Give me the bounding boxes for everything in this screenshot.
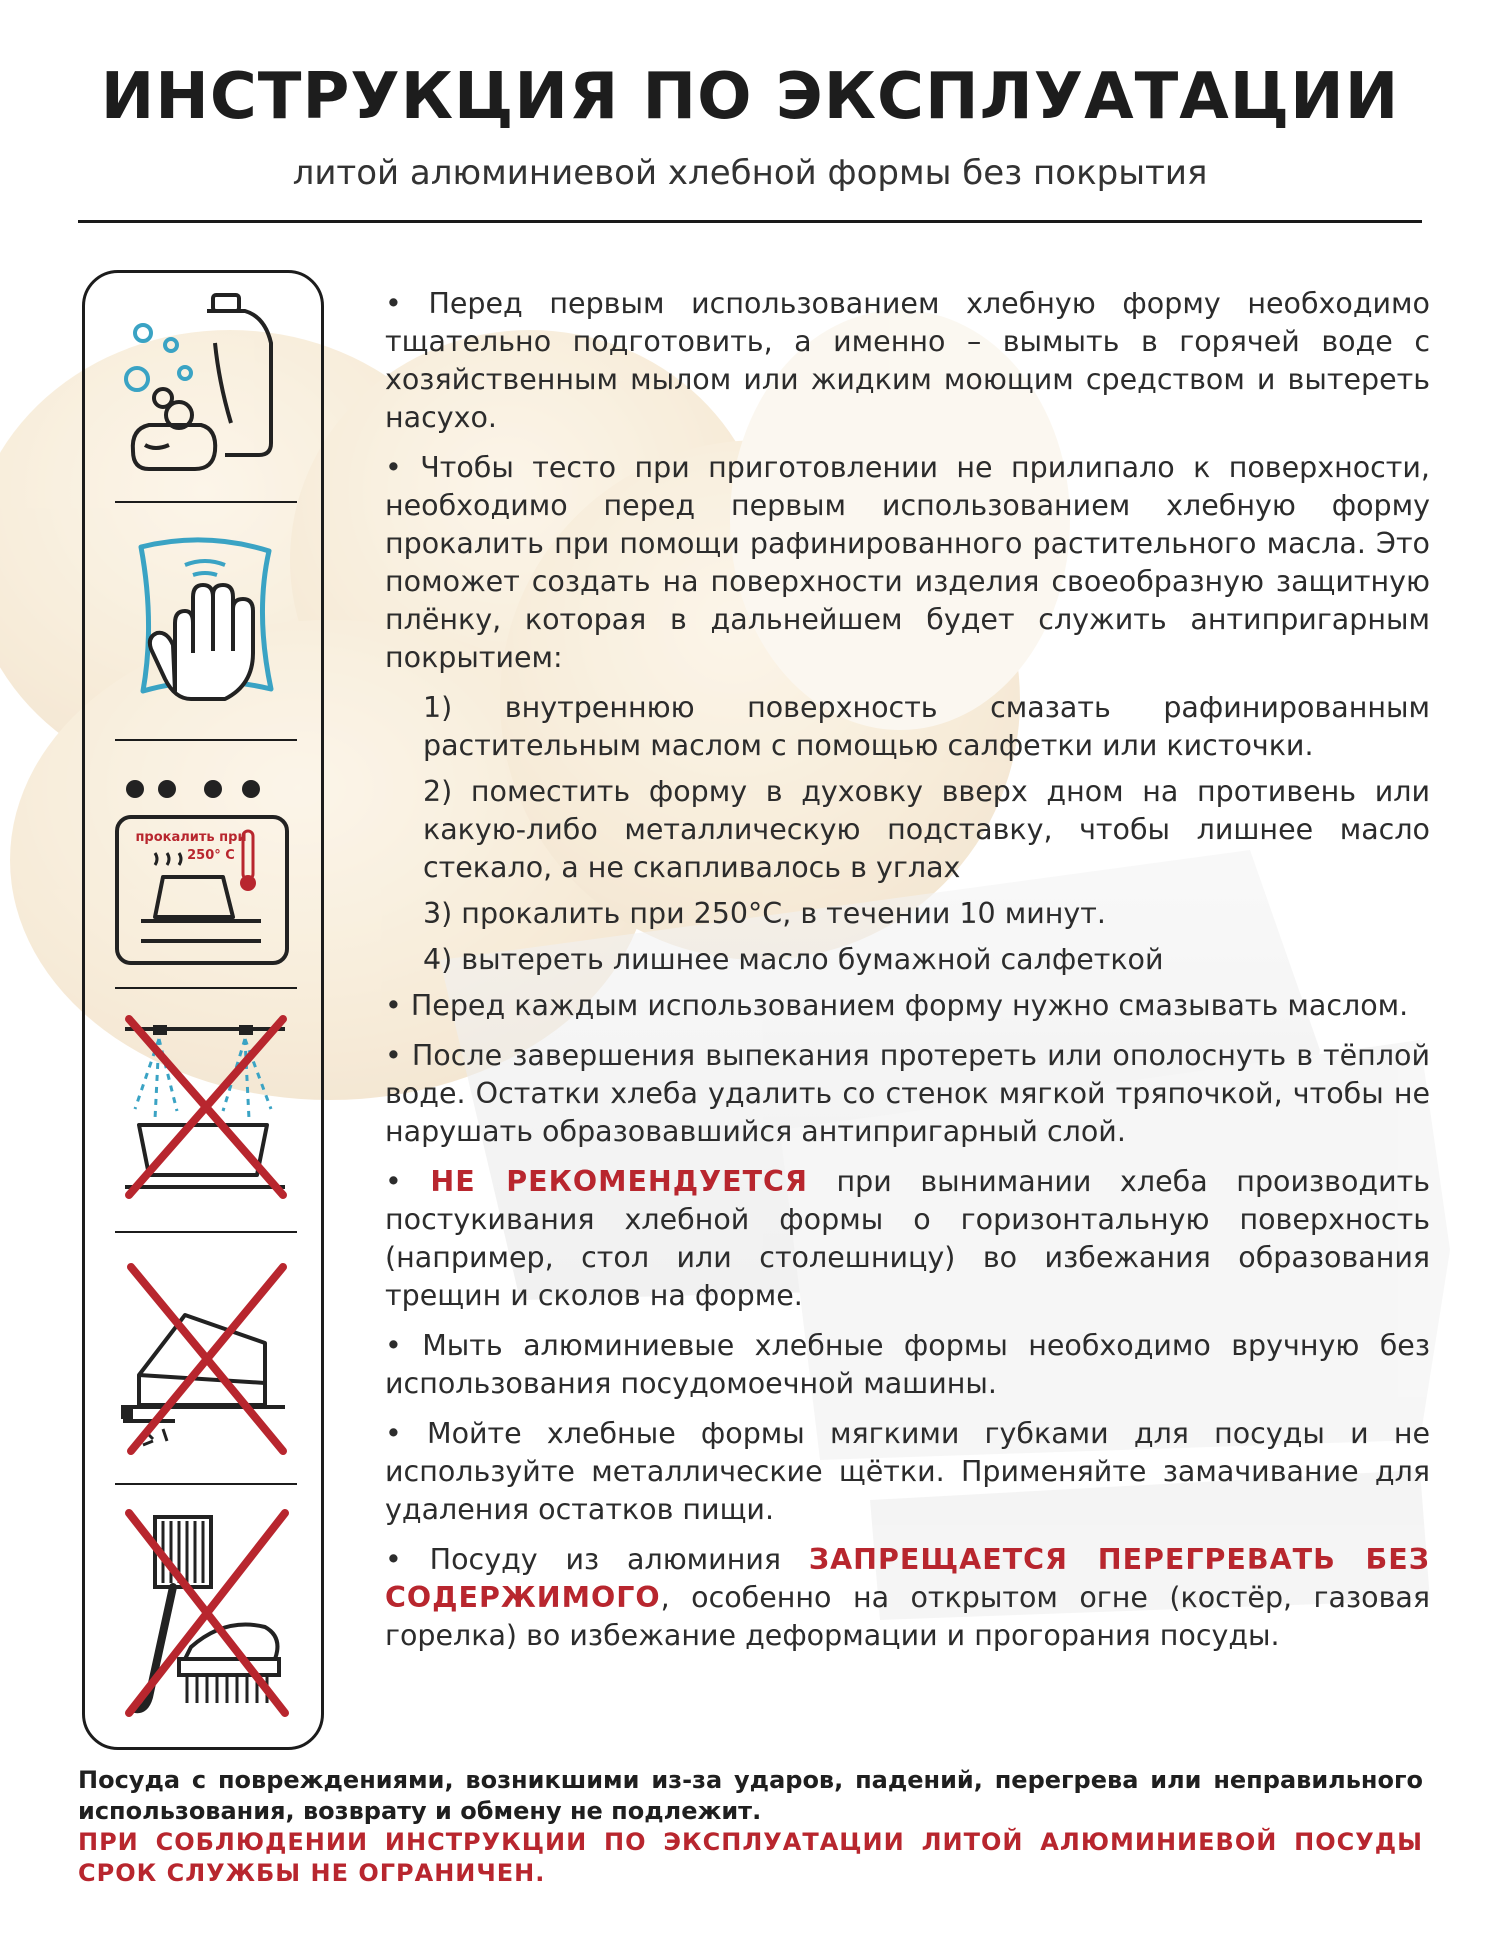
- instruction-step-2: 2) поместить форму в духовку вверх дном на противень или какую-либо металлическую подставку, чтобы лишнее масло стекало, а не скапливалось в углах: [423, 775, 1430, 884]
- instruction-first-use: • Перед первым использованием хлебную форму необходимо тщательно подготовить, а именно – вымыть в горячей воде с хозяйственным мылом или жидким моющим средством и вытереть насухо.: [385, 287, 1430, 434]
- detergent-sponge-icon: [115, 283, 297, 483]
- oven-label-line1: прокалить при: [135, 830, 247, 845]
- footer-guarantee: ПРИ СОБЛЮДЕНИИ ИНСТРУКЦИИ ПО ЭКСПЛУАТАЦИИ ЛИТОЙ АЛЮМИНИЕВОЙ ПОСУДЫ СРОК СЛУЖБЫ НЕ ОГРАНИЧЕН.: [78, 1828, 1423, 1887]
- no-knocking-icon: [115, 1245, 297, 1465]
- instruction-oil-burn: • Чтобы тесто при приготовлении не прилипало к поверхности, необходимо перед первым использованием хлебную форму прокалить при помощи рафинированного растительного масла. Это поможет создать на поверхности изделия своеобразную защитную плёнку, которая в дальнейшем будет служить антипригарным покрытием:: [385, 451, 1430, 674]
- oven-icon: [115, 751, 297, 971]
- icon-separator: [115, 1231, 297, 1233]
- no-spray-icon: [115, 999, 297, 1209]
- warning-not-recommended: НЕ РЕКОМЕНДУЕТСЯ: [430, 1165, 808, 1198]
- no-brush-icon: [115, 1497, 297, 1727]
- oven-label-line2: 250° С: [187, 848, 235, 863]
- page-title: ИНСТРУКЦИЯ ПО ЭКСПЛУАТАЦИИ: [100, 60, 1400, 134]
- icon-separator: [115, 501, 297, 503]
- instruction-no-overheat-text: , особенно на открытом огне (костёр, газовая горелка) во избежание деформации и прогорания посуды.: [385, 1581, 1430, 1652]
- instruction-after-baking: • После завершения выпекания протереть или ополоснуть в тёплой воде. Остатки хлеба удалить со стенок мягкой тряпочкой, чтобы не нарушать образовавшийся антипригарный слой.: [385, 1039, 1430, 1148]
- icon-panel: [82, 270, 324, 1750]
- footer: [78, 1765, 1423, 1889]
- icon-separator: [115, 1483, 297, 1485]
- icon-separator: [115, 739, 297, 741]
- hand-napkin-icon: [115, 513, 297, 713]
- instruction-no-overheat: [385, 1541, 1430, 1655]
- instruction-step-4: 4) вытереть лишнее масло бумажной салфеткой: [423, 943, 1164, 976]
- title-divider: [78, 220, 1422, 223]
- instruction-no-knocking: [385, 1163, 1430, 1315]
- instruction-step-1: 1) внутреннюю поверхность смазать рафинированным растительным маслом с помощью салфетки или кисточки.: [423, 691, 1430, 762]
- instruction-grease: • Перед каждым использованием форму нужно смазывать маслом.: [385, 989, 1409, 1022]
- footer-notice: Посуда с повреждениями, возникшими из-за ударов, падений, перегрева или неправильного использования, возврату и обмену не подлежит.: [78, 1766, 1423, 1825]
- icon-separator: [115, 987, 297, 989]
- instructions-text: [385, 285, 1430, 1667]
- instruction-step-3: 3) прокалить при 250°С, в течении 10 минут.: [423, 897, 1106, 930]
- page-subtitle: литой алюминиевой хлебной формы без покрытия: [292, 153, 1208, 193]
- instruction-soft-sponge: • Мойте хлебные формы мягкими губками для посуды и не используйте металлические щётки. Применяйте замачивание для удаления остатков пищи.: [385, 1417, 1430, 1526]
- instruction-no-overheat-lead: • Посуду из алюминия: [385, 1543, 809, 1576]
- warning-no-overheat: ЗАПРЕЩАЕТСЯ ПЕРЕГРЕВАТЬ БЕЗ СОДЕРЖИМОГО: [385, 1543, 1431, 1614]
- instruction-no-knocking-text: при вынимании хлеба производить постукивания хлебной формы о горизонтальную поверхность (например, стол или столешницу) во избежания образования трещин и сколов на форме.: [385, 1165, 1431, 1312]
- instruction-hand-wash: • Мыть алюминиевые хлебные формы необходимо вручную без использования посудомоечной машины.: [385, 1329, 1430, 1400]
- bullet: •: [385, 1165, 431, 1198]
